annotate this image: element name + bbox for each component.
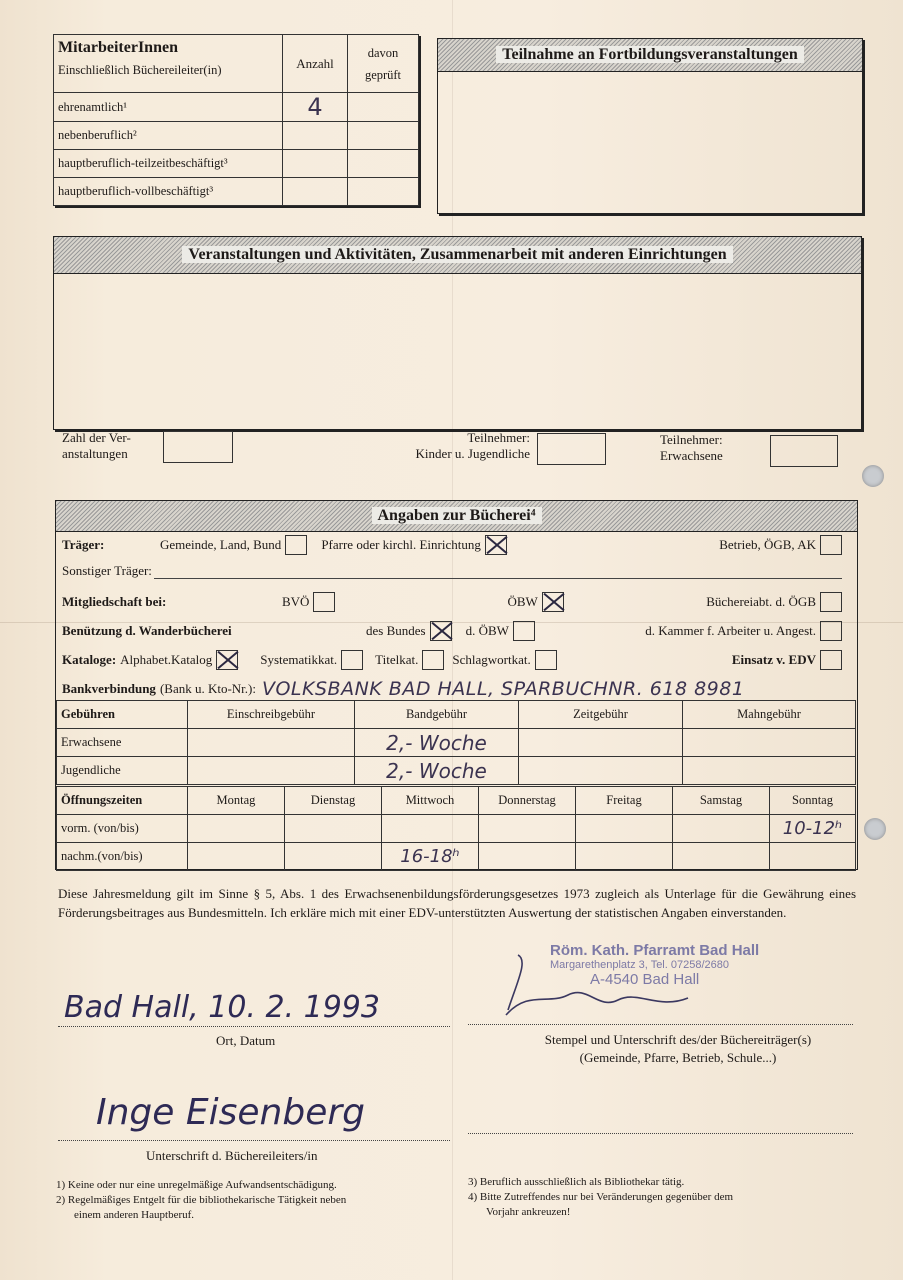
hours-table [56, 786, 856, 871]
mitglied-bvo-checkbox[interactable] [313, 592, 335, 612]
declaration-text: Diese Jahresmeldung gilt im Sinne § 5, Abs. 1 des Erwachsenenbildungsförderungsgesetzes 1973 zugleich als Unterlage für die Gewährung eines Förderungsbeitrages aus Bundesmitteln. Ich erkläre mich mit einer EDV-unterstützten Auswertung der statistischen Angaben einverstanden. [58, 886, 856, 920]
staff-header [54, 35, 283, 93]
staff-col-checked: davon geprüft [348, 35, 419, 93]
staff-row-label: ehrenamtlich¹ [54, 93, 283, 122]
kataloge-system-checkbox[interactable] [341, 650, 363, 670]
training-title: Teilnahme an Fortbildungsveranstaltungen [496, 46, 803, 63]
fees-cell-mahn[interactable] [683, 729, 856, 757]
events-title: Veranstaltungen und Aktivitäten, Zusammenarbeit mit anderen Einrichtungen [182, 246, 732, 263]
fees-cell-zeit[interactable] [519, 757, 683, 785]
hours-cell[interactable] [479, 815, 576, 843]
mitglied-option-obw: ÖBW [507, 594, 538, 609]
mitglied-label: Mitgliedschaft bei: [62, 594, 167, 609]
staff-row-checked[interactable] [348, 122, 419, 150]
footnote: 4) Bitte Zutreffendes nur bei Veränderungen gegenüber dem [468, 1191, 734, 1203]
carrier-signature-scribble [488, 950, 728, 1020]
adults-label [660, 432, 764, 464]
kids-label-2: Kinder u. Jugendliche [415, 446, 530, 461]
fees-header-label: Gebühren [57, 701, 188, 729]
hours-header-day: Freitag [576, 787, 673, 815]
hours-header-label: Öffnungszeiten [57, 787, 188, 815]
hours-nachm-wednesday: 16-18ʰ [400, 846, 460, 867]
wander-option-kammer: d. Kammer f. Arbeiter u. Angest. [645, 623, 816, 638]
hours-nachm-label: nachm.(von/bis) [57, 843, 188, 871]
fees-row-label: Jugendliche [57, 757, 188, 785]
wander-obw-checkbox[interactable] [513, 621, 535, 641]
kataloge-titel-checkbox[interactable] [422, 650, 444, 670]
stamp-label-2: (Gemeinde, Pfarre, Betrieb, Schule...) [579, 1050, 777, 1065]
kataloge-option-titel: Titelkat. [375, 652, 419, 667]
wander-bund-checkbox[interactable] [430, 621, 452, 641]
stamp-label-1: Stempel und Unterschrift des/der Büchereiträger(s) [544, 1032, 812, 1047]
fees-header-band: Bandgebühr [355, 701, 519, 729]
bank-value[interactable]: VOLKSBANK BAD HALL, SPARBUCHNR. 618 8981 [261, 678, 745, 700]
edv-checkbox[interactable] [820, 650, 842, 670]
stamp-line-3: A-4540 Bad Hall [590, 971, 700, 988]
hours-cell[interactable] [382, 843, 479, 871]
footnote: Vorjahr ankreuzen! [486, 1206, 571, 1218]
fees-cell-band[interactable] [355, 729, 519, 757]
staff-row-count[interactable] [283, 93, 348, 122]
footnote: 2) Regelmäßiges Entgelt für die bibliothekarische Tätigkeit neben [56, 1194, 347, 1206]
fees-table [56, 700, 856, 785]
kataloge-option-schlagwort: Schlagwortkat. [452, 652, 531, 667]
stamp-label [498, 1031, 858, 1067]
punch-hole-top [862, 465, 884, 487]
stamp-signature-line [468, 1024, 853, 1025]
kataloge-label: Kataloge: [62, 652, 117, 667]
events-content[interactable] [54, 274, 861, 428]
staff-row-count[interactable] [283, 122, 348, 150]
traeger-gemeinde-checkbox[interactable] [285, 535, 307, 555]
footnotes-left [56, 1178, 456, 1223]
kids-count-field[interactable] [537, 433, 606, 465]
sonstiger-label: Sonstiger Träger: [62, 563, 152, 578]
hours-cell[interactable] [382, 815, 479, 843]
leader-signature[interactable]: Inge Eisenberg [96, 1092, 365, 1133]
punch-hole-bottom [864, 818, 886, 840]
hours-cell[interactable] [479, 843, 576, 871]
bank-sub-label: (Bank u. Kto-Nr.): [159, 681, 256, 696]
training-box [437, 38, 863, 214]
footnote: einem anderen Hauptberuf. [74, 1209, 195, 1221]
fees-cell-einschreib[interactable] [188, 729, 355, 757]
adults-count-field[interactable] [770, 435, 838, 467]
staff-header-sub: Einschließlich Büchereileiter(in) [58, 63, 222, 77]
traeger-option-betrieb: Betrieb, ÖGB, AK [719, 537, 816, 552]
mitglied-row [62, 592, 842, 612]
staff-row-label: nebenberuflich² [54, 122, 283, 150]
kids-label-1: Teilnehmer: [467, 430, 530, 445]
events-count-label-1: Zahl der Ver- [62, 430, 131, 445]
adults-label-1: Teilnehmer: [660, 432, 723, 447]
training-content[interactable] [438, 72, 862, 212]
hours-header-day: Donnerstag [479, 787, 576, 815]
traeger-option-gemeinde: Gemeinde, Land, Bund [160, 537, 282, 552]
place-date-label: Ort, Datum [216, 1033, 276, 1048]
hours-cell[interactable] [576, 815, 673, 843]
staff-header-title: MitarbeiterInnen [58, 39, 178, 56]
hours-cell[interactable] [188, 843, 285, 871]
fees-cell-band[interactable] [355, 757, 519, 785]
staff-table [53, 34, 419, 206]
staff-row-checked[interactable] [348, 178, 419, 206]
traeger-betrieb-checkbox[interactable] [820, 535, 842, 555]
staff-row-label: hauptberuflich-teilzeitbeschäftigt³ [54, 150, 283, 178]
second-signature-line [468, 1133, 853, 1134]
bank-row [62, 678, 892, 700]
kataloge-alphabet-checkbox[interactable] [216, 650, 238, 670]
library-title: Angaben zur Bücherei⁴ [372, 507, 542, 524]
edv-label: Einsatz v. EDV [731, 652, 816, 667]
hours-cell[interactable] [673, 815, 770, 843]
footnotes-right [468, 1175, 848, 1220]
wander-option-obw: d. ÖBW [465, 623, 509, 638]
hours-cell[interactable] [285, 815, 382, 843]
hours-header-day: Montag [188, 787, 285, 815]
training-header [438, 39, 862, 72]
hours-header-day: Sonntag [770, 787, 856, 815]
events-count-label-2: anstaltungen [62, 446, 128, 461]
staff-row-count-value: 4 [307, 93, 323, 121]
mitglied-option-ogb: Büchereiabt. d. ÖGB [706, 594, 816, 609]
kataloge-schlagwort-checkbox[interactable] [535, 650, 557, 670]
hours-header-day: Samstag [673, 787, 770, 815]
kataloge-row [62, 650, 842, 670]
hours-cell[interactable] [285, 843, 382, 871]
traeger-row [62, 535, 842, 555]
leader-signature-line [58, 1140, 450, 1141]
staff-col-count: Anzahl [283, 35, 348, 93]
wander-row [62, 621, 842, 641]
leader-label: Unterschrift d. Büchereileiters/in [146, 1148, 318, 1163]
library-header [56, 501, 857, 532]
hours-vorm-sunday: 10-12ʰ [782, 818, 843, 839]
mitglied-ogb-checkbox[interactable] [820, 592, 842, 612]
sonstiger-field[interactable] [154, 564, 842, 579]
mitglied-option-bvo: BVÖ [282, 594, 310, 609]
kataloge-option-system: Systematikkat. [260, 652, 338, 667]
fees-header-zeit: Zeitgebühr [519, 701, 683, 729]
hours-header-day: Dienstag [285, 787, 382, 815]
wander-option-bund: des Bundes [366, 623, 426, 638]
fees-header-einschreib: Einschreibgebühr [188, 701, 355, 729]
place-date-value[interactable]: Bad Hall, 10. 2. 1993 [64, 990, 380, 1025]
wander-label: Benützung d. Wanderbücherei [62, 623, 232, 638]
fees-row-label: Erwachsene [57, 729, 188, 757]
traeger-label: Träger: [62, 537, 105, 552]
kids-label [376, 430, 530, 462]
bank-label: Bankverbindung [62, 681, 156, 696]
sonstiger-row [62, 563, 842, 579]
adults-label-2: Erwachsene [660, 448, 723, 463]
hours-cell[interactable] [770, 843, 856, 871]
fees-cell-zeit[interactable] [519, 729, 683, 757]
staff-row-count[interactable] [283, 178, 348, 206]
hours-header-day: Mittwoch [382, 787, 479, 815]
hours-cell[interactable] [673, 843, 770, 871]
traeger-pfarre-checkbox[interactable] [485, 535, 507, 555]
fees-cell-mahn[interactable] [683, 757, 856, 785]
staff-row-label: hauptberuflich-vollbeschäftigt³ [54, 178, 283, 206]
hours-cell[interactable] [188, 815, 285, 843]
events-header [54, 237, 861, 274]
footnote: 3) Beruflich ausschließlich als Bibliothekar tätig. [468, 1176, 685, 1188]
hours-cell[interactable] [770, 815, 856, 843]
hours-cell[interactable] [576, 843, 673, 871]
place-date-line [58, 1026, 450, 1027]
staff-row-count[interactable] [283, 150, 348, 178]
wander-kammer-checkbox[interactable] [820, 621, 842, 641]
mitglied-obw-checkbox[interactable] [542, 592, 564, 612]
hours-vorm-label: vorm. (von/bis) [57, 815, 188, 843]
events-count-field[interactable] [163, 431, 233, 463]
staff-row-checked[interactable] [348, 93, 419, 122]
stamp-line-1: Röm. Kath. Pfarramt Bad Hall [550, 942, 760, 959]
traeger-option-pfarre: Pfarre oder kirchl. Einrichtung [321, 537, 481, 552]
events-count-label [62, 430, 131, 462]
kataloge-option-alphabet: Alphabet.Katalog [120, 652, 213, 667]
stamp-line-2: Margarethenplatz 3, Tel. 07258/2680 [550, 959, 729, 971]
fees-band-value: 2,- Woche [386, 730, 487, 755]
footnote: 1) Keine oder nur eine unregelmäßige Aufwandsentschädigung. [56, 1179, 337, 1191]
staff-row-checked[interactable] [348, 150, 419, 178]
fees-cell-einschreib[interactable] [188, 757, 355, 785]
fees-header-mahn: Mahngebühr [683, 701, 856, 729]
events-box [53, 236, 862, 430]
fees-band-value: 2,- Woche [386, 758, 487, 783]
